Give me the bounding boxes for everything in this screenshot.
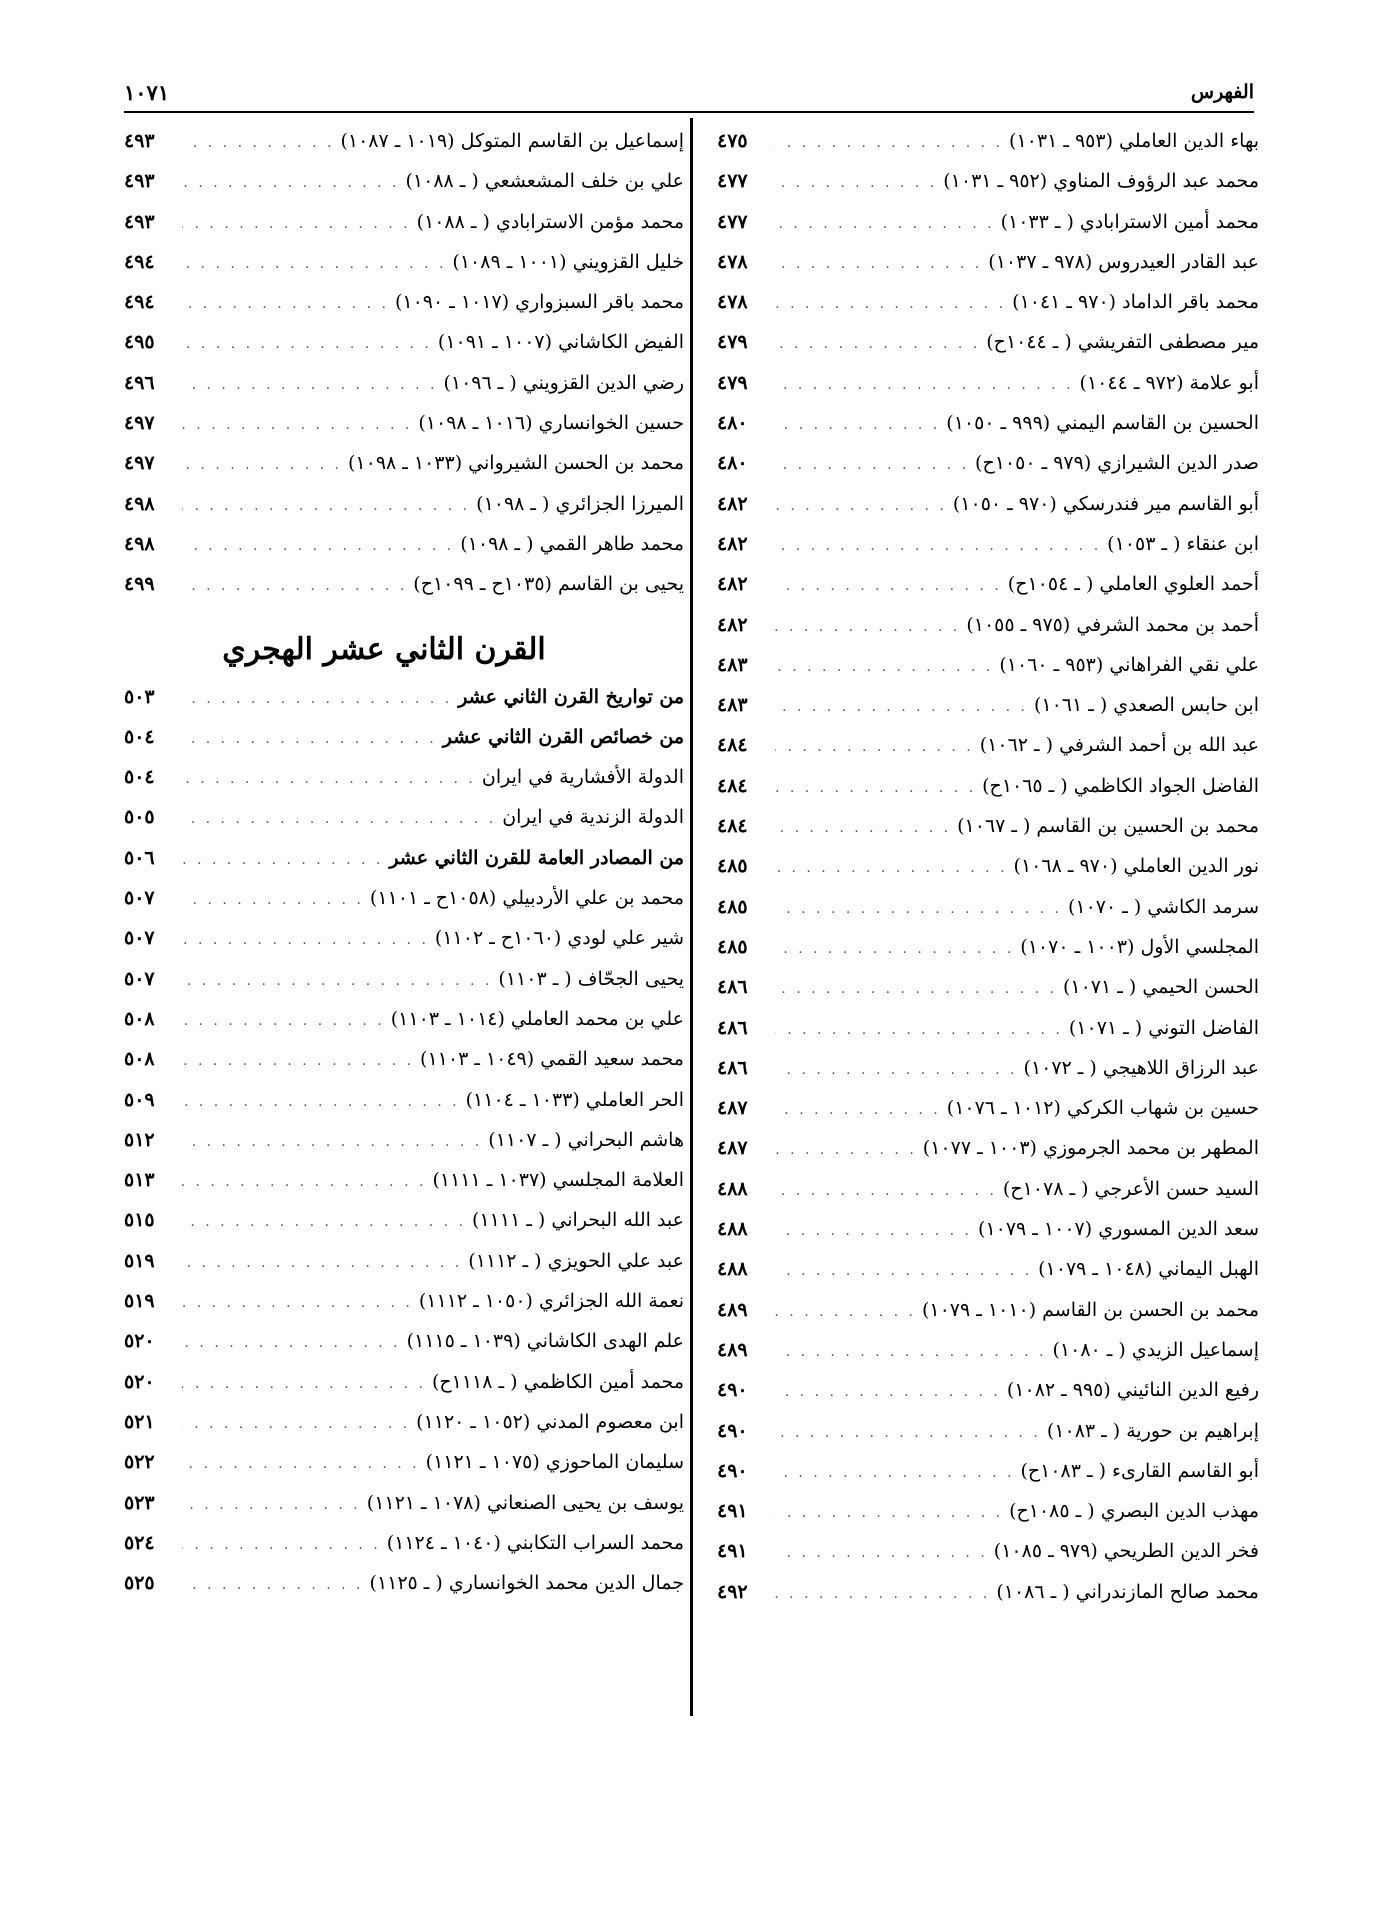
index-entry [717,1540,1259,1580]
entry-page-number: ٤٩٣ [124,210,155,233]
dot-leader [775,216,995,232]
entry-title: محمد سعيد القمي (١٠٤٩ ـ ١١٠٣) [420,1048,684,1071]
entry-page-number: ٤٩٣ [124,170,155,193]
dot-leader [182,498,470,514]
entry-page-number: ٥١٩ [124,1249,155,1272]
entry-title: محمد باقر السبزواري (١٠١٧ ـ ١٠٩٠) [394,291,684,314]
dot-leader [775,739,974,755]
entry-title: جمال الدين محمد الخوانساري ( ـ ١١٢٥) [369,1572,684,1595]
page-header [124,74,1254,110]
entry-title: صدر الدين الشيرازي (٩٧٩ ـ ١٠٥٠ح) [975,452,1259,475]
index-entry [717,372,1259,412]
dot-leader [182,135,334,151]
dot-leader [775,901,1062,917]
entry-title: من خصائص القرن الثاني عشر [442,725,684,748]
index-entry [124,211,684,251]
entry-page-number: ٤٨٩ [717,1298,748,1321]
entry-title: محمد عبد الرؤوف المناوي (٩٥٢ ـ ١٠٣١) [943,170,1259,193]
entry-page-number: ٥٠٧ [124,927,155,950]
entry-page-number: ٤٨٨ [717,1258,748,1281]
index-entry [717,1379,1259,1419]
dot-leader [775,417,940,433]
dot-leader [775,498,947,514]
dot-leader [775,1062,1018,1078]
entry-page-number: ٤٨٧ [717,1137,748,1160]
entry-title: العلامة المجلسي (١٠٣٧ ـ ١١١١) [432,1169,684,1192]
dot-leader [775,619,960,635]
dot-leader [182,175,399,191]
dot-leader [775,1304,916,1320]
entry-title: ابن حابس الصعدي ( ـ ١٠٦١) [1033,694,1259,717]
index-entry [717,412,1259,452]
index-entry [124,573,684,613]
index-entry [717,1137,1259,1177]
entry-title: الحسن الحيمي ( ـ ١٠٧١) [1062,976,1259,999]
page-title: الفهرس [1190,81,1254,103]
entry-page-number: ٤٩٦ [124,371,155,394]
dot-leader [182,1577,364,1593]
entry-title: شير علي لودي (١٠٦٠ح ـ ١١٠٢) [434,927,684,950]
dot-leader [775,1263,1032,1279]
entry-title: أبو علامة (٩٧٢ ـ ١٠٤٤) [1079,371,1259,394]
entry-page-number: ٤٩١ [717,1500,748,1523]
entry-title: عبد الله بن أحمد الشرفي ( ـ ١٠٦٢) [979,734,1259,757]
header-rule [124,111,1254,113]
dot-leader [182,377,437,393]
index-entry [717,291,1259,331]
dot-leader [182,852,383,868]
entry-page-number: ٤٨٥ [717,855,748,878]
entry-page-number: ٤٩٥ [124,331,155,354]
entry-page-number: ٤٩٠ [717,1379,748,1402]
index-entry [124,533,684,573]
entry-page-number: ٤٩٩ [124,573,155,596]
dot-leader [182,811,496,827]
dot-leader [775,860,1008,876]
index-entry [717,251,1259,291]
entry-page-number: ٤٧٧ [717,170,748,193]
entry-title: الفيض الكاشاني (١٠٠٧ ـ ١٠٩١) [437,331,684,354]
dot-leader [182,1094,460,1110]
entry-page-number: ٤٧٧ [717,210,748,233]
dot-leader [775,1344,1046,1360]
dot-leader [182,296,389,312]
dot-leader [182,731,437,747]
entry-title: أحمد بن محمد الشرفي (٩٧٥ ـ ١٠٥٥) [966,613,1259,636]
index-list-bottom [124,686,684,1613]
dot-leader [775,457,969,473]
index-entry [717,1057,1259,1097]
index-entry [717,1097,1259,1137]
entry-title: الميرزا الجزائري ( ـ ١٠٩٨) [476,492,684,515]
dot-leader [182,892,364,908]
entry-page-number: ٤٨٢ [717,613,748,636]
entry-page-number: ٤٩٤ [124,250,155,273]
index-entry [124,1330,684,1370]
index-entry [717,1420,1259,1460]
index-entry [124,1089,684,1129]
dot-leader [182,336,432,352]
dot-leader [775,135,1003,151]
entry-title: علم الهدى الكاشاني (١٠٣٩ ـ ١١١٥) [406,1330,684,1353]
dot-leader [182,973,492,989]
entry-page-number: ٤٨٨ [717,1177,748,1200]
index-entry [124,1451,684,1491]
dot-leader [775,256,982,272]
entry-title: محمد بن علي الأردبيلي (١٠٥٨ح ـ ١١٠١) [369,887,684,910]
entry-page-number: ٥٠٨ [124,1048,155,1071]
entry-page-number: ٤٧٩ [717,371,748,394]
entry-page-number: ٥٠٤ [124,725,155,748]
entry-page-number: ٤٩٠ [717,1419,748,1442]
index-entry [717,654,1259,694]
entry-page-number: ٥١٩ [124,1290,155,1313]
entry-page-number: ٥٠٤ [124,766,155,789]
dot-leader [182,771,476,787]
index-entry [124,1371,684,1411]
entry-page-number: ٤٩٤ [124,291,155,314]
entry-page-number: ٤٨٤ [717,815,748,838]
dot-leader [182,1174,426,1190]
index-entry [124,887,684,927]
entry-title: محمد باقر الداماد (٩٧٠ ـ ١٠٤١) [1012,291,1259,314]
entry-page-number: ٤٨٣ [717,694,748,717]
entry-page-number: ٥٢٤ [124,1531,155,1554]
entry-page-number: ٤٩٨ [124,532,155,555]
entry-page-number: ٤٨٠ [717,412,748,435]
dot-leader [182,1134,482,1150]
entry-title: محمد مؤمن الاسترابادي ( ـ ١٠٨٨) [416,210,684,233]
dot-leader [775,1022,1063,1038]
index-entry [124,1290,684,1330]
dot-leader [775,1102,941,1118]
index-entry [717,1017,1259,1057]
entry-page-number: ٤٩١ [717,1540,748,1563]
entry-title: يوسف بن يحيى الصنعاني (١٠٧٨ ـ ١١٢١) [366,1491,684,1514]
entry-title: الدولة الزندية في ايران [502,806,684,829]
dot-leader [775,1545,988,1561]
entry-title: أحمد العلوي العاملي ( ـ ١٠٥٤ح) [1007,573,1259,596]
entry-title: رضي الدين القزويني ( ـ ١٠٩٦) [443,371,684,394]
dot-leader [775,1465,1014,1481]
entry-page-number: ٥٢٥ [124,1572,155,1595]
entry-title: محمد السراب التكابني (١٠٤٠ ـ ١١٢٤) [386,1531,684,1554]
index-entry [717,775,1259,815]
entry-page-number: ٤٨٢ [717,573,748,596]
index-entry [717,1339,1259,1379]
entry-page-number: ٤٩٣ [124,130,155,152]
dot-leader [775,1183,997,1199]
entry-page-number: ٤٨٤ [717,734,748,757]
index-entry [717,1299,1259,1339]
entry-title: علي نقي الفراهاني (٩٥٣ ـ ١٠٦٠) [999,653,1259,676]
dot-leader [182,1537,381,1553]
index-entry [717,734,1259,774]
dot-leader [775,1425,1041,1441]
index-entry [717,976,1259,1016]
index-entry [717,855,1259,895]
dot-leader [182,1214,466,1230]
entry-title: الهبل اليماني (١٠٤٨ ـ ١٠٧٩) [1038,1258,1259,1281]
entry-title: يحيى بن القاسم (١٠٣٥ح ـ ١٠٩٩ح) [413,573,684,596]
index-entry [124,1169,684,1209]
index-list-top [124,130,684,614]
entry-page-number: ٤٨٣ [717,653,748,676]
entry-page-number: ٥٠٨ [124,1007,155,1030]
index-entry [124,130,684,170]
entry-title: يحيى الجحّاف ( ـ ١١٠٣) [498,967,684,990]
dot-leader [182,1416,410,1432]
index-entry [124,847,684,887]
dot-leader [775,175,937,191]
index-entry [717,130,1259,170]
index-entry [124,412,684,452]
index-entry [717,573,1259,613]
entry-page-number: ٤٩٧ [124,412,155,435]
entry-title: محمد صالح المازندراني ( ـ ١٠٨٦) [996,1580,1259,1603]
dot-leader [775,820,951,836]
entry-page-number: ٤٨٤ [717,774,748,797]
entry-page-number: ٤٩٨ [124,492,155,515]
index-column-left [124,130,684,1612]
entry-page-number: ٥٠٧ [124,967,155,990]
dot-leader [182,932,429,948]
index-entry [717,331,1259,371]
entry-title: مهذب الدين البصري ( ـ ١٠٨٥ح) [1009,1500,1259,1523]
index-entry [124,766,684,806]
entry-title: محمد بن الحسين بن القاسم ( ـ ١٠٦٧) [957,815,1259,838]
index-entry [717,533,1259,573]
index-entry [717,1178,1259,1218]
index-entry [124,291,684,331]
index-entry [717,815,1259,855]
dot-leader [182,256,446,272]
index-entry [124,806,684,846]
entry-title: سليمان الماحوزي (١٠٧٥ ـ ١١٢١) [425,1451,684,1474]
entry-title: الفاضل التوني ( ـ ١٠٧١) [1068,1016,1259,1039]
entry-page-number: ٥٢٣ [124,1491,155,1514]
entry-title: المجلسي الأول (١٠٠٣ ـ ١٠٧٠) [1020,935,1259,958]
index-entry [124,927,684,967]
entry-page-number: ٥٠٣ [124,685,155,708]
dot-leader [182,417,412,433]
dot-leader [182,1335,401,1351]
index-entry [124,968,684,1008]
dot-leader [775,659,993,675]
dot-leader [182,1255,462,1271]
entry-title: علي بن محمد العاملي (١٠١٤ ـ ١١٠٣) [390,1007,684,1030]
index-entry [124,1008,684,1048]
index-entry [717,694,1259,734]
dot-leader [775,780,976,796]
dot-leader [182,538,454,554]
index-entry [124,372,684,412]
dot-leader [775,1505,1003,1521]
index-entry [717,1218,1259,1258]
entry-page-number: ٥٠٥ [124,806,155,829]
index-entry [124,452,684,492]
index-entry [717,1258,1259,1298]
entry-title: ابن معصوم المدني (١٠٥٢ ـ ١١٢٠) [416,1410,684,1433]
entry-title: السيد حسن الأعرجي ( ـ ١٠٧٨ح) [1002,1177,1259,1200]
index-entry [124,493,684,533]
dot-leader [775,1384,1001,1400]
entry-page-number: ٥١٣ [124,1169,155,1192]
dot-leader [182,1456,420,1472]
dot-leader [775,1223,972,1239]
entry-title: نعمة الله الجزائري (١٠٥٠ ـ ١١١٢) [418,1290,684,1313]
index-entry [124,1048,684,1088]
dot-leader [775,377,1074,393]
index-entry [124,726,684,766]
entry-page-number: ٤٧٨ [717,291,748,314]
entry-title: عبد علي الحويزي ( ـ ١١١٢) [468,1249,684,1272]
entry-title: إبراهيم بن حورية ( ـ ١٠٨٣) [1046,1419,1259,1442]
index-entry [124,1250,684,1290]
index-entry [124,686,684,726]
dot-leader [775,578,1002,594]
entry-title: المطهر بن محمد الجرموزي (١٠٠٣ ـ ١٠٧٧) [922,1137,1259,1160]
index-entry [717,211,1259,251]
entry-title: حسين بن شهاب الكركي (١٠١٢ ـ ١٠٧٦) [946,1097,1259,1120]
dot-leader [182,457,342,473]
entry-page-number: ٤٩٧ [124,452,155,475]
entry-title: نور الدين العاملي (٩٧٠ ـ ١٠٦٨) [1013,855,1259,878]
dot-leader [775,699,1028,715]
entry-title: سرمد الكاشي ( ـ ١٠٧٠) [1067,895,1259,918]
entry-title: فخر الدين الطريحي (٩٧٩ ـ ١٠٨٥) [993,1540,1259,1563]
entry-page-number: ٥٢٠ [124,1330,155,1353]
entry-title: من تواريخ القرن الثاني عشر [458,685,684,708]
index-entry [124,1411,684,1451]
index-entry [717,452,1259,492]
index-entry [717,1500,1259,1540]
dot-leader [182,216,411,232]
index-entry [124,1532,684,1572]
dot-leader [775,1586,990,1602]
dot-leader [182,691,452,707]
entry-title: محمد أمين الاسترابادي ( ـ ١٠٣٣) [1000,210,1259,233]
entry-title: حسين الخوانساري (١٠١٦ ـ ١٠٩٨) [418,412,684,435]
index-column-right [717,130,1259,1621]
dot-leader [182,1497,361,1513]
entry-page-number: ٤٩٠ [717,1459,748,1482]
index-entry [124,331,684,371]
index-entry [124,1209,684,1249]
entry-page-number: ٥١٢ [124,1128,155,1151]
entry-title: عبد الرزاق اللاهيجي ( ـ ١٠٧٢) [1023,1056,1259,1079]
entry-page-number: ٤٨٩ [717,1338,748,1361]
entry-page-number: ٥١٥ [124,1209,155,1232]
entry-page-number: ٤٨٨ [717,1218,748,1241]
entry-title: محمد طاهر القمي ( ـ ١٠٩٨) [460,532,684,555]
entry-page-number: ٤٧٩ [717,331,748,354]
entry-page-number: ٤٨٦ [717,1016,748,1039]
entry-title: إسماعيل الزيدي ( ـ ١٠٨٠) [1052,1338,1259,1361]
entry-title: الحر العاملي (١٠٣٣ ـ ١١٠٤) [465,1088,684,1111]
entry-title: محمد بن الحسن بن القاسم (١٠١٠ ـ ١٠٧٩) [921,1298,1259,1321]
entry-title: عبد القادر العيدروس (٩٧٨ ـ ١٠٣٧) [988,250,1259,273]
entry-page-number: ٤٨٥ [717,935,748,958]
entry-title: عبد الله البحراني ( ـ ١١١١) [472,1209,684,1232]
entry-page-number: ٤٩٢ [717,1580,748,1603]
entry-title: هاشم البحراني ( ـ ١١٠٧) [488,1128,684,1151]
entry-page-number: ٥٢٢ [124,1451,155,1474]
index-entry [124,1492,684,1532]
dot-leader [775,538,1101,554]
dot-leader [182,1376,426,1392]
entry-title: أبو القاسم القارىء ( ـ ١٠٨٣ح) [1020,1459,1259,1482]
entry-title: الفاضل الجواد الكاظمي ( ـ ١٠٦٥ح) [982,774,1259,797]
index-entry [124,251,684,291]
dot-leader [775,336,980,352]
entry-title: من المصادر العامة للقرن الثاني عشر [389,846,684,869]
index-entry [717,170,1259,210]
index-entry [717,1460,1259,1500]
entry-page-number: ٤٨٢ [717,492,748,515]
entry-title: مير مصطفى التفريشي ( ـ ١٠٤٤ح) [986,331,1259,354]
dot-leader [182,1013,385,1029]
entry-page-number: ٥٢٠ [124,1370,155,1393]
index-entry [717,1581,1259,1621]
entry-title: إسماعيل بن القاسم المتوكل (١٠١٩ ـ ١٠٨٧) [340,130,684,152]
dot-leader [775,941,1014,957]
dot-leader [182,578,407,594]
entry-title: أبو القاسم مير فندرسكي (٩٧٠ ـ ١٠٥٠) [952,492,1259,515]
entry-page-number: ٤٨٦ [717,1056,748,1079]
entry-page-number: ٥٠٦ [124,846,155,869]
entry-page-number: ٤٧٨ [717,250,748,273]
entry-title: محمد أمين الكاظمي ( ـ ١١١٨ح) [431,1370,684,1393]
entry-page-number: ٥٠٧ [124,887,155,910]
entry-title: سعد الدين المسوري (١٠٠٧ ـ ١٠٧٩) [978,1218,1259,1241]
page-number: ١٠٧١ [124,79,170,105]
entry-page-number: ٤٨٧ [717,1097,748,1120]
index-entry [717,896,1259,936]
index-entry [124,170,684,210]
entry-page-number: ٤٧٥ [717,130,748,152]
entry-page-number: ٤٨٥ [717,895,748,918]
dot-leader [775,1142,917,1158]
entry-page-number: ٥٢١ [124,1410,155,1433]
index-entry [717,936,1259,976]
section-heading: القرن الثاني عشر الهجري [222,632,546,668]
dot-leader [182,1295,413,1311]
entry-page-number: ٤٨٠ [717,452,748,475]
entry-title: الدولة الأفشارية في ايران [481,766,684,789]
entry-title: رفيع الدين النائيني (٩٩٥ ـ ١٠٨٢) [1006,1379,1259,1402]
entry-title: خليل القزويني (١٠٠١ ـ ١٠٨٩) [452,250,684,273]
entry-page-number: ٥٠٩ [124,1088,155,1111]
index-entry [124,1129,684,1169]
dot-leader [775,296,1006,312]
entry-title: محمد بن الحسن الشيرواني (١٠٣٣ ـ ١٠٩٨) [347,452,684,475]
dot-leader [182,1053,414,1069]
entry-page-number: ٤٨٦ [717,976,748,999]
entry-title: علي بن خلف المشعشعي ( ـ ١٠٨٨) [405,170,684,193]
entry-title: بهاء الدين العاملي (٩٥٣ ـ ١٠٣١) [1009,130,1259,152]
index-entry [717,614,1259,654]
entry-title: الحسين بن القاسم اليمني (٩٩٩ ـ ١٠٥٠) [946,412,1259,435]
entry-page-number: ٤٨٢ [717,532,748,555]
index-entry [717,493,1259,533]
column-divider [690,118,693,1716]
entry-title: ابن عنقاء ( ـ ١٠٥٣) [1107,532,1259,555]
index-entry [124,1572,684,1612]
dot-leader [775,981,1057,997]
